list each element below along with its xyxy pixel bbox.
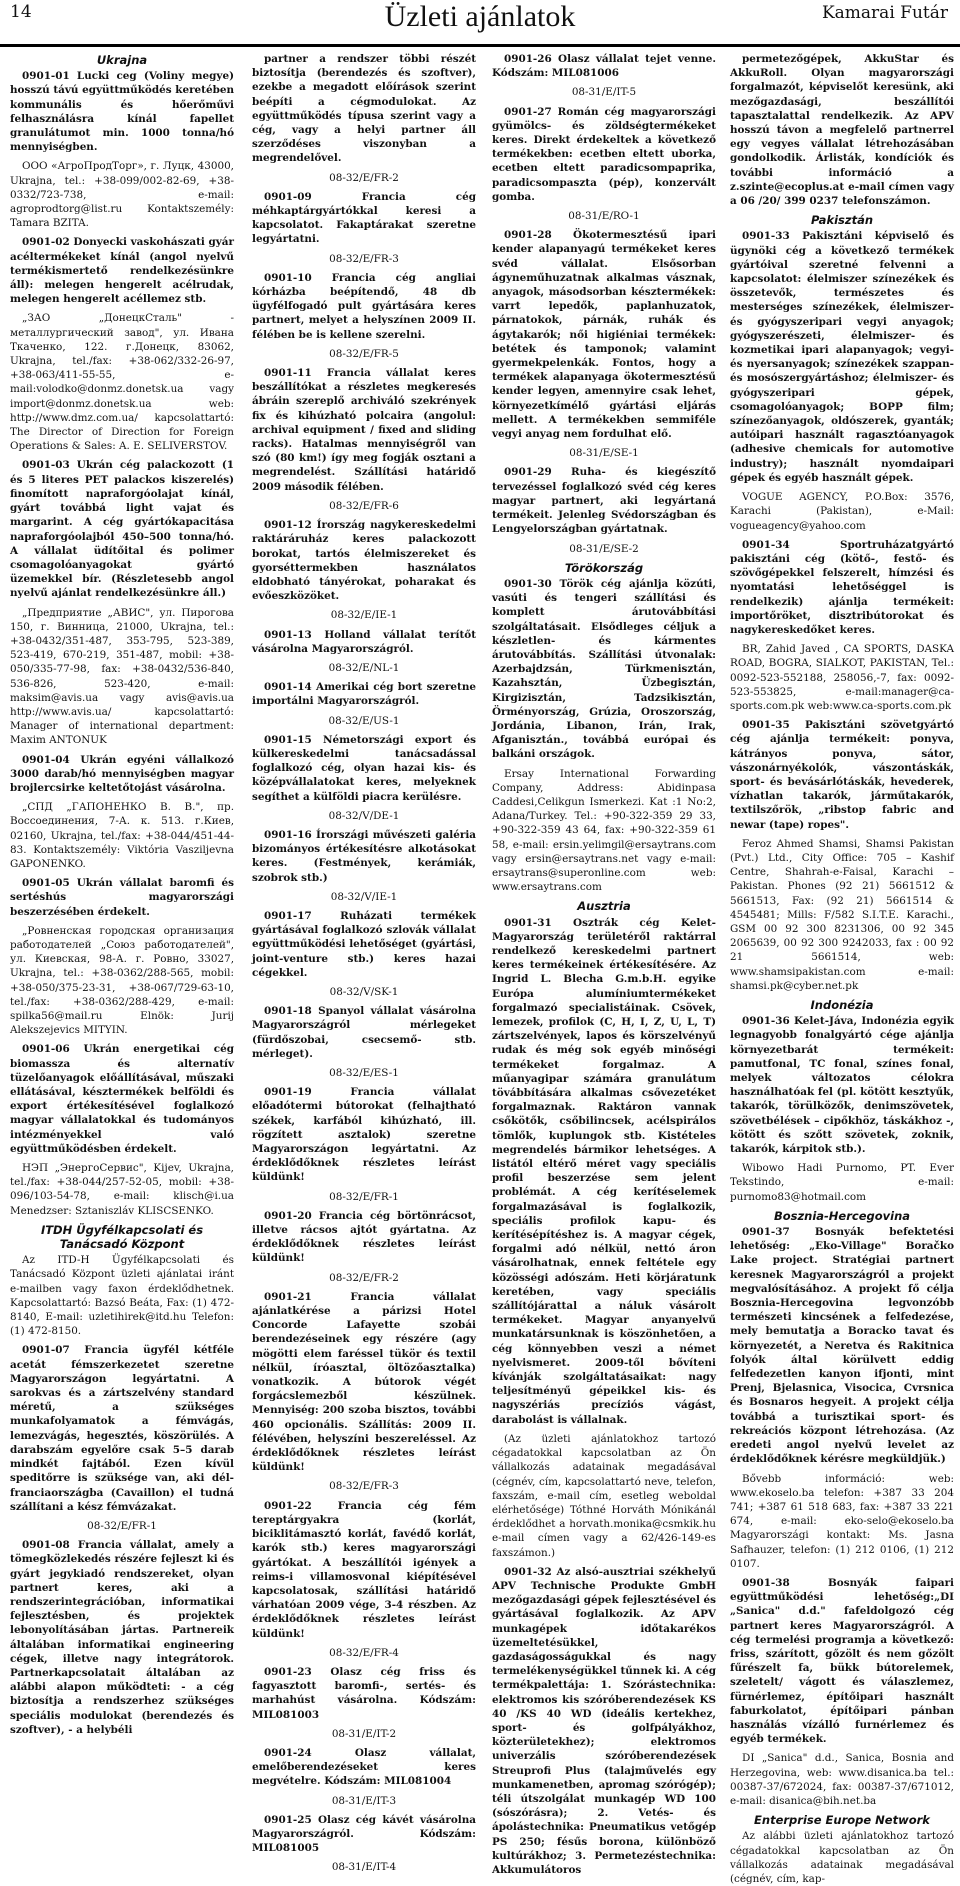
- offer-code: 08-31/E/SE-1: [569, 447, 639, 460]
- offer-paragraph: VOGUE AGENCY, P.O.Box: 3576, Karachi (Pakistan), e-Mail: vogueagency@yahoo.com: [730, 491, 954, 532]
- offer-paragraph: 0901-03 Ukrán cég palackozott (1 és 5 literes PET palackos kiszerelés) finomított napraforgóolajat kínál, gyárt továbbá light vajat és margarint. A cég gyártókapacitása napraforgóolajból 450–500 tonna/hó. A vállalat üdítőital és polimer csomagolóanyagokat gyártó üzemekkel bír. (Részletesebb angol nyelvű ajánlat rendelkezésünkre áll.): [10, 459, 234, 600]
- offer-paragraph: Wibowo Hadi Purnomo, PT. Ever Tekstindo, e-mail: purnomo83@hotmail.com: [730, 1162, 954, 1203]
- offer-paragraph: 0901-34 Sportruházatgyártó pakisztáni cég (kötő-, festő- és szövőgépekkel felszerelt, hímzési és nyomtatási lehetőséggel is rendelkezik) ajánlja termékeit: importőröket, disztribútorokat és nagykereskedőket keres.: [730, 538, 954, 636]
- offer-paragraph: 0901-37 Bosnyák befektetési lehetőség: „Eko-Village" Boračko Lake project. Stratégiai partnert keresnek Magyarországról a projekt megvalósításához. A projekt fő célja Bosznia-Hercegovina legvonzóbb természeti kincsének a felfedezése, mely bemutatja a Boracko tavat és környezetét, a Neretva és Rakitnica folyók által körülvett eddig felfedezetlen kanyon ifjonti, mint Prenj, Bjelasnica, Visocica, Cvrsnica és Bosnaros hegyeit. A projekt célja továbbá a turisztikai sport- és rekreációs központ létrehozása. (Az eredeti angol nyelvű levelet az érdeklődőknek kérésre megküldjük.): [730, 1226, 954, 1466]
- offer-paragraph: 0901-02 Donyecki vaskohászati gyár acéltermékeket kínál (angol nyelvű termékismertető rendelkezésünkre áll): melegen hengerelt acélrudak, melegen hengerelt acéllemez stb.: [10, 236, 234, 306]
- offer-paragraph: (Az üzleti ajánlatokhoz tartozó cégadatokkal kapcsolatban az Ön vállalkozás adatainak megadásával (cégnév, cím, kapcsolattartó neve, telefon, faxszám, e-mail cím, esetleg weboldal elérhetősége) Tóthné Horváth Mónikánál érdeklődhet a horvath.monika@csmkik.hu e-mail címen vagy a 62/426-149-es faxszámon.): [492, 1432, 716, 1559]
- offer-paragraph: 0901-16 Írországi művészeti galéria bizományos értékesítésre alkotásokat keres. (Festmények, kerámiák, szobrok stb.): [252, 828, 476, 884]
- country-heading: Pakisztán: [810, 213, 874, 228]
- offer-paragraph: 0901-30 Török cég ajánlja közúti, vasúti és tengeri szállítási és komplett árutovábbítási szolgáltatásait. Elsődleges céljuk a készletlen- és kármentes árutovábbítás. Szállítási útvonalak: Azerbajdzsán, Türkmenisztán, Kazahsztán, Üzbegisztán, Kirgizisztán, Tadzsikisztán, Örményország, Grúzia, Oroszország, Jordánia, Libanon, Irán, Irak, Afganisztán., továbbá európai és balkáni országok.: [492, 577, 716, 761]
- offer-paragraph: Az ITD-H Ügyfélkapcsolati és Tanácsadó Központ üzleti ajánlatai iránt e-mailben vagy faxon érdeklődhetnek. Kapcsolattartó: Bazsó Beáta, Fax: (1) 472-8140, E-mail: uzletihirek@itd.hu Telefon: (1) 472-8150.: [10, 1254, 234, 1338]
- column-3: [492, 52, 717, 1876]
- offer-paragraph: 0901-33 Pakisztáni képviselő és ügynöki cég a következő termékek gyártóival szeretné felvenni a kapcsolatot: élelmiszer színezékek és összetevők, természetes és mesterséges színezékek, élelmiszer- és gyógyszeripari vegyi anyagok; gyógyszerészeti, élelmiszer- és kozmetikai ipari alapanyagok; vegyi- és nyersanyagok; színezékek szappan- és mosószergyártáshoz; élelmiszer- és gyógyszeripari gépek, csomagolóanyagok; BOPP film; színezőanyagok, oldószerek, gyanták; autóipari használt ragasztóanyagok (adhesive chemicals for automotive industry); használt nyomdaipari gépek és egyéb használt gépek.: [730, 230, 954, 484]
- offer-paragraph: 0901-29 Ruha- és kiegészítő tervezéssel foglalkozó svéd cég keres magyar partnert, aki legyártaná termékeit. Jelenleg Svédországban és Lengyelországban gyártatnak.: [492, 466, 716, 536]
- offer-code: 08-32/E/FR-2: [329, 1271, 399, 1284]
- offer-paragraph: НЭП „ЭнергоСервис", Kijev, Ukrajna, tel./fax: +38-044/257-52-05, mobil: +38-096/103-54-78, e-mail: klisch@i.ua Menedzser: Sztaniszláv KLISCSENKO.: [10, 1162, 234, 1217]
- page-number: 14: [10, 2, 32, 22]
- offer-paragraph: 0901-13 Holland vállalat terítőt vásárolna Magyarországról.: [252, 628, 476, 655]
- offer-code: 08-32/E/IE-1: [330, 609, 398, 622]
- offer-code: 08-32/E/FR-1: [329, 1190, 399, 1203]
- offer-paragraph: 0901-26 Olasz vállalat tejet venne. Kódszám: MIL081006: [492, 53, 716, 80]
- offer-paragraph: 0901-38 Bosnyák faipari együttműködési lehetőség:„DI „Sanica" d.d." fafeldolgozó cég partnert keres Magyarországról. A cég termelési programja a következő: friss, szárított, gőzölt és nem gőzölt fűrészelt fa, bükk bútorelemek, szeletelt/ vágott és válaszlemez, fürnérlemez, építőipari használt faburkolatot, építőipari pánban használás vízálló furnérlemez és egyéb termékek.: [730, 1576, 954, 1746]
- offer-paragraph: 0901-19 Francia vállalat előadótermi bútorokat (felhajtható székek, karfából kihúzható, ill. rögzített asztalok) szeretne Magyarországon legyártatni. Az érdeklődőknek részletes leírást küldünk!: [252, 1086, 476, 1184]
- offer-paragraph: 0901-11 Francia vállalat keres beszállítókat a részletes megkeresés ábráin szereplő archiváló szekrények fix és kihúzható polcaira (angolul: archival equipment / fixed and sliding racks). Hatalmas mennyiségről van szó (80 km!) így meg fogják osztani a megrendelést. Szállítási határidő 2009 második félében.: [252, 367, 476, 493]
- offer-code: 08-32/E/NL-1: [328, 661, 400, 674]
- offer-paragraph: 0901-15 Németországi export és külkereskedelmi tanácsadással foglalkozó cég, olyan hazai kis- és középvállalatokat keres, melyeknek segíthet a külföldi piacra kerülésre.: [252, 733, 476, 803]
- column-4: [730, 52, 954, 1885]
- offer-paragraph: 0901-17 Ruházati termékek gyártásával foglalkozó szlovák vállalat együttműködési lehetőséget (gyártási, joint-venture stb.) keres hazai cégekkel.: [252, 909, 476, 979]
- offer-paragraph: 0901-04 Ukrán egyéni vállalkozó 3000 darab/hó mennyiségben magyar brojlercsirke keltetőtojást vásárolna.: [10, 753, 234, 794]
- offer-code: 08-32/E/FR-3: [329, 252, 399, 265]
- offer-paragraph: Az alábbi üzleti ajánlatokhoz tartozó cégadatokkal kapcsolatban az Ön vállalkozás adatainak megadásával (cégnév, cím, kap-: [730, 1830, 954, 1885]
- offer-paragraph: 0901-12 Írország nagykereskedelmi raktáráruház keres palackozott borokat, tartós élelmiszereket és gyorséttermekben használatos eldobható tányérokat, poharakat és evőeszközöket.: [252, 519, 476, 603]
- offer-code: 08-32/E/FR-5: [329, 347, 399, 360]
- page-header: [0, 0, 960, 48]
- offer-code: 08-32/E/FR-3: [329, 1480, 399, 1493]
- country-heading: Ukrajna: [96, 53, 148, 67]
- offer-paragraph: Feroz Ahmed Shamsi, Shamsi Pakistan (Pvt.) Ltd., City Office: 705 – Kashif Centre, Shahrah-e-Faisal, Karachi – Pakistan. Phones (92 21) 5661512 & 5661513, Fax: (92 21) 5661514 & 4545481; Mills: F/582 S.I.T.E. Karachi., GSM 00 92 300 8231306, 00 92 345 2065639, 00 92 300 9242033, fax : 00 92 21 5661514, web: www.shamsipakistan.com e-mail: shamsi.pk@cyber.net.pk: [730, 837, 954, 992]
- offer-paragraph: 0901-07 Francia ügyfél kétféle acetát fémszerkezetet szeretne Magyarországon legyártatni. A sarokvas és a zártszelvény standard méretű, a szükséges munkafolyamatok a fémvágás, lemezvágás, hegesztés, köszörülés. A darabszám egyelőre csak 5–5 darab mindkét fajtából. Ezen kívül speditőrre is szüksége van, aki dél-franciaországba (Cavaillon) el tudná szállítani a kész fémvázakat.: [10, 1344, 234, 1513]
- offer-paragraph: „Ровненская городская организация работодателей „Союз работодателей", ул. Киевская, 98-А. г. Ровно, 33027, Ukrajna, tel.: +38-0362/288-565, mobil: +38-050/375-23-31, +38-067/729-63-10, tel./fax: +38-0362/288-429, e-mail: spilka56@mail.ru Elnök: Jurij Alekszejevics MITYIN.: [10, 924, 234, 1037]
- offer-code: 08-31/E/IT-5: [571, 86, 637, 99]
- offer-paragraph: 0901-28 Ökotermesztésű ipari kender alapanyagú termékeket keres svéd vállalat. Elsősorban ágyneműhuzatnak alkalmas vásznak, anyagok, másodsorban késztermékek: varrt lepedők, paplanhuzatok, párnatokok, párnák, ruhák és ágytakarók; női higiéniai termékek: betétek és tamponok; valamint gyermekpelenkák. Fontos, hogy a termékek alapanyaga ökotermesztésű kender legyen, amennyire csak lehet, környezetkímélő gyártási eljárás mellett. A termékekben semmiféle vegyi anyag nem fordulhat elő.: [492, 229, 716, 441]
- offer-paragraph: „СПД „ГАПОНЕНКО В. В.", пр. Воссоединения, 7-А. к. 513. г.Киев, 02160, Ukrajna, tel./fax: +38-044/451-44-83. Kontaktszemély: Viktória Vasziljevna GAPONENKO.: [10, 801, 234, 870]
- publication-name: Kamarai Futár: [821, 3, 948, 23]
- offer-paragraph: permetezőgépek, AkkuStar és AkkuRoll. Olyan magyarországi forgalmazót, képviselőt keresünk, aki mezőgazdasági, beszállítói tapasztalattal rendelkezik. Az APV hosszú távon a megfelelő partnerrel egy vegyes vállalat létrehozásában gondolkodik. Árlisták, kondíciók és további információ a z.szinte@ecoplus.at e-mail címen vagy a 06 /20/ 399 0237 telefonszámon.: [730, 53, 954, 208]
- offer-paragraph: 0901-24 Olasz vállalat, emelőberendezéseket keres megvételre. Kódszám: MIL081004: [252, 1746, 476, 1788]
- offer-paragraph: partner a rendszer többi részét biztosítja (berendezés és szoftver), ezekbe a megadott előírások szerint beépíti a cégmodulokat. Az együttműködés típusa szerint vagy a cég, vagy a helyi partner áll szerződéses viszonyban a megrendelővel.: [252, 53, 476, 165]
- offer-code: 08-32/E/ES-1: [329, 1067, 399, 1079]
- offer-paragraph: 0901-23 Olasz cég friss és fagyasztott baromfi-, sertés- és marhahúst vásárolna. Kódszám: MIL081003: [252, 1665, 476, 1721]
- offer-paragraph: 0901-18 Spanyol vállalat vásárolna Magyarországról mérlegeket (fürdőszobai, csecsemő- stb. mérleget).: [252, 1005, 476, 1060]
- offer-paragraph: 0901-32 Az alsó-ausztriai székhelyű APV Technische Produkte GmbH mezőgazdasági gépek fejlesztésével és gyártásával foglalkozik. Az APV munkagépek időtakarékos üzemeltetésükkel, gazdaságosságukkal és nagy termelékenységükkel tűnnek ki. A cég termékpalettája: 1. Szórástechnika: elektromos kis szóróberendezések KS 40 /KS 40 WD (ideális kertekhez, sport- és golfpályákhoz, közterületekhez); elektromos univerzális szóróberendezések Streuprofi Plus (talajművelés egy munkamenetben, apromag szórógép); téli útszolgálat munkagép WD 100 (sószórásra); 2. Vetés- és ápolástechnika: Pneumatikus vetőgép PS 250; fésűs borona, különböző kultúrákhoz; 3. Permetezéstechnika: Akkumulátoros: [492, 1565, 717, 1876]
- section-title: Üzleti ajánlatok: [384, 0, 576, 33]
- offer-code: 08-32/E/US-1: [328, 714, 400, 727]
- offer-paragraph: 0901-27 Román cég magyarországi gyümölcs- és zöldségtermékeket keres. Direkt érdekeltek a következő termékekben: ecetben eltett uborka, ecetben eltett paradicsompaprika, paradicsompaszta (pép), konzervált gomba.: [492, 105, 716, 203]
- country-heading: Törökország: [564, 560, 644, 575]
- offer-paragraph: 0901-22 Francia cég fém tereptárgyakra (korlát, biciklitámasztó korlát, favédő korlát, karók stb.) keres magyarországi gyártókat. A beszállítói igények a reims-i villamosvonal kiépítésével kapcsolatosak, szállítási határidő várhatóan 2009 vége, 3-4 részben. Az érdeklődőknek részletes leírást küldünk!: [252, 1499, 476, 1640]
- country-heading: ITDH Ügyfélkapcsolati és Tanácsadó Központ: [40, 1222, 204, 1252]
- offer-paragraph: 0901-21 Francia vállalat ajánlatkérése a párizsi Hotel Concorde Lafayette szobái berendezéseinek egy részére (agy mögötti elem faréssel tükör és textil nélkül, íróasztal, öltözőasztalka) vonatkozik. A bútorok végét forgácslemezből készülnek. Mennyiség: 200 szoba bisztos, további 460 opcionális. Szállítás: 2009 II. félévében, helyszíni beszereléssel. Az érdeklődőknek részletes leírást küldünk!: [252, 1290, 476, 1474]
- offer-paragraph: 0901-06 Ukrán energetikai cég biomassza és alternatív tüzelőanyagok előállításával, műszaki ellátásával, késztermékek belföldi és export értékesítésével foglalkozó magyar vállalatokkal és tudományos intézményekkel való együttműködésben érdekelt.: [10, 1043, 234, 1155]
- offer-code: 08-31/E/RO-1: [568, 210, 640, 223]
- offer-paragraph: 0901-10 Francia cég angliai kórházba beépítendő, 48 db ügyfélfogadó pult gyártására keres partnert, melyet a helyszínen 2009 II. félében be is kellene szerelni.: [252, 271, 476, 341]
- country-heading: Indonézia: [810, 998, 874, 1012]
- offer-paragraph: „ЗАО „ДонецкСталь" - металлургический завод", ул. Ивана Ткаченко, 122. г.Донецк, 83062, Ukrajna, tel./fax: +38-062/332-26-97, +38-063/411-55-55, e-mail:volodko@donmz.donetsk.ua vagy import@donmz.donetsk.ua web: http://www.dmz.com.ua/ kapcsolattartó: The Director of Direction for Foreign Operations & Sales: A. E. SELIVERSTOV.: [10, 312, 234, 453]
- offer-paragraph: 0901-08 Francia vállalat, amely a tömegközlekedés részére fejleszt ki és gyárt jegykiadó rendszereket, olyan partnert keres, aki a rendszerintegrációban, informatikai fejlesztésben, és projektek lebonyolításában jártas. Partnereik általában informatikai engineering cégek, illetve nagy integrátorok. Partnerkapcsolatait általában az alábbi alapon működteti: - a cég biztosítja a rendszerhez szükséges speciális modulokat (berendezés és szoftver), - a helybéli: [10, 1539, 234, 1736]
- offer-paragraph: 0901-09 Francia cég méhkaptárgyártókkal keresi a kapcsolatot. Fakaptárakat szeretne legyártatni.: [252, 190, 476, 246]
- offer-paragraph: 0901-25 Olasz cég kávét vásárolna Magyarországról. Kódszám: MIL081005: [252, 1813, 476, 1855]
- country-heading: Enterprise Europe Network: [754, 1813, 930, 1828]
- offer-paragraph: „Предприятие „АВИС", ул. Пирогова 150, г. Винница, 21000, Ukrajna, tel.: +38-0432/351-487, 353-795, 523-389, 523-419, 670-219, 351-487, mobil: +38-050/335-77-98, fax: +38-0432/536-840, 536-826, 523-420, e-mail: maksim@avis.ua vagy avis@avis.ua http://www.avis.ua/ kapcsolattartó: Manager of international department: Maxim ANTONUK: [10, 606, 234, 747]
- offer-paragraph: 0901-31 Osztrák cég Kelet-Magyarország területéről raktárral rendelkező kereskedelmi partnert keres termékeinek értékesítésére. Az Ingrid L. Blecha G.m.b.H. egyike Európa alumíniumtermékeket forgalmazó specialistáinak. Csövek, lemezek, profilok (C, H, I, Z, U, L, T) zártszelvények, lapos és körszelvényű rudak és még sok egyéb minőségi termékeket forgalmaz. A műanyagipar számára granulátum tövábbítására alkalmas csővezetéket forgalmaznak. Raktáron vannak csőkötők, csőbilincsek, acélspirálos tömlők, kuplungok stb. Kistételes megrendelés bármikor lehetséges. A listától eltérő méret vagy speciális profil beszerzése sem jelent problémát. A cég kerítéselemek forgalmazásával is foglalkozik, speciális profilok kapu- és kerítésépítéshez is. A magyar cégek, forgalmi adó nélkül, nettó áron vásárolhatnak, ennek feltétele egy közösségi adószám. Heti körjáratunk keretében, vagy speciális szállítójárattal a náluk vásárolt termékeket. Magyar anyanyelvű munkatársunknak is köszönhetően, a cég könnyebben veszi a német nyelvismeret. 2009-től bővíteni kívánják szolgáltatásaikat: nagy teljesítményű gépeikkel kis- és nagyszériás precíziós vágást, darabolást is vállalnak.: [492, 916, 716, 1426]
- offer-paragraph: 0901-36 Kelet-Jáva, Indonézia egyik legnagyobb fonalgyártó cége ajánlja környezetbarát termékeit: pamutfonal, TC fonal, színes fonal, melyek változatos célokra használhatóak fel (pl. kötött kesztyűk, takarók, törülközők, denimszövetek, szövetbélések – cipőkhöz, táskákhoz -, kötött és szőtt szövetek, zoknik, takarók, kárpitok stb.).: [730, 1015, 954, 1156]
- country-heading: Bosznia-Hercegovina: [773, 1208, 911, 1223]
- offer-code: 08-31/E/IT-2: [331, 1727, 397, 1740]
- country-heading: Ausztria: [577, 899, 631, 914]
- offer-code: 08-32/E/FR-1: [87, 1519, 157, 1532]
- offer-paragraph: 0901-35 Pakisztáni szövetgyártó cég ajánlja termékeit: ponyva, kátrányos ponyva, sátor, vászonárnyékolók, vászontáskák, sport- és bevásárlótáskák, hevederek, vízhatlan takarók, járműtakarók, textilszőrök, „ribstop fabric and newar (tape) ropes".: [730, 719, 954, 831]
- offer-code: 08-32/V/SK-1: [329, 985, 399, 998]
- header-rule: [0, 44, 960, 47]
- offer-code: 08-31/E/IT-3: [331, 1794, 397, 1807]
- offer-paragraph: 0901-05 Ukrán vállalat baromfi és sertéshús magyarországi beszerzésében érdekelt.: [10, 877, 234, 918]
- offer-paragraph: DI „Sanica" d.d., Sanica, Bosnia and Herzegovina, web: www.disanica.ba tel.: 00387-37/672024, fax: 00387-37/671012, e-mail: disanica@bih.net.ba: [730, 1752, 954, 1807]
- offer-code: 08-32/E/FR-2: [329, 171, 399, 184]
- offer-code: 08-32/V/DE-1: [328, 809, 400, 822]
- offer-code: 08-32/V/IE-1: [330, 890, 398, 903]
- offer-paragraph: ООО «АгроПродТорг», г. Луцк, 43000, Ukrajna, tel.: +38-099/002-82-69, +38-0332/723-738, e-mail: agroprodtorg@list.ru Kontaktszemély: Tamara BZITA.: [10, 160, 234, 230]
- column-1: [10, 52, 234, 1736]
- offer-paragraph: 0901-01 Lucki ceg (Voliny megye) hosszú távú együttműködés keretében kommunális és hőerőművi felhasználásra kínál fapellet granulátumot min. 1000 tonna/hó mennyiségben.: [10, 70, 234, 154]
- offer-paragraph: Ersay International Forwarding Company, Address: Abidinpasa Caddesi,Celikgun Ismerkezi. Kat :1 No:2, Adana/Turkey. Tel.: +90-322-359 29 33, +90-322-359 43 64, fax: +90-322-359 61 58, e-mail: ersin.yelimgil@ersaytrans.com vagy ersin@ersaytrans.net vagy e-mail: ersaytrans@superonline.com web: www.ersaytrans.com: [492, 767, 716, 894]
- offer-code: 08-32/E/FR-6: [329, 499, 399, 512]
- offer-code: 08-31/E/IT-4: [331, 1861, 397, 1874]
- offer-paragraph: BR, Zahid Javed , CA SPORTS, DASKA ROAD, BOGRA, SIALKOT, PAKISTAN, Tel.: 0092-523-552188, 258056,-7, fax: 0092-523-553825, e-mail:manager@ca-sports.com.pk web:www.ca-sports.com.pk: [730, 643, 954, 712]
- offer-code: 08-32/E/FR-4: [329, 1646, 399, 1659]
- offer-paragraph: 0901-14 Amerikai cég bort szeretne importálni Magyarországról.: [252, 681, 476, 708]
- offer-code: 08-31/E/SE-2: [569, 542, 639, 555]
- offer-paragraph: 0901-20 Francia cég börtönrácsot, illetve rácsos ajtót gyártatna. Az érdeklődőknek részletes leírást küldünk!: [252, 1209, 476, 1265]
- offer-paragraph: Bővebb információ: web: www.ekoselo.ba telefon: +387 33 204 741; +387 61 518 683, fax: +387 33 221 674, e-mail: eko-selo@ekoselo.ba Magyarországi kontakt: Ms. Jasna Safhauzer, telefon: (1) 212 0106, (1) 212 0107.: [730, 1472, 954, 1570]
- column-2: [252, 52, 476, 1874]
